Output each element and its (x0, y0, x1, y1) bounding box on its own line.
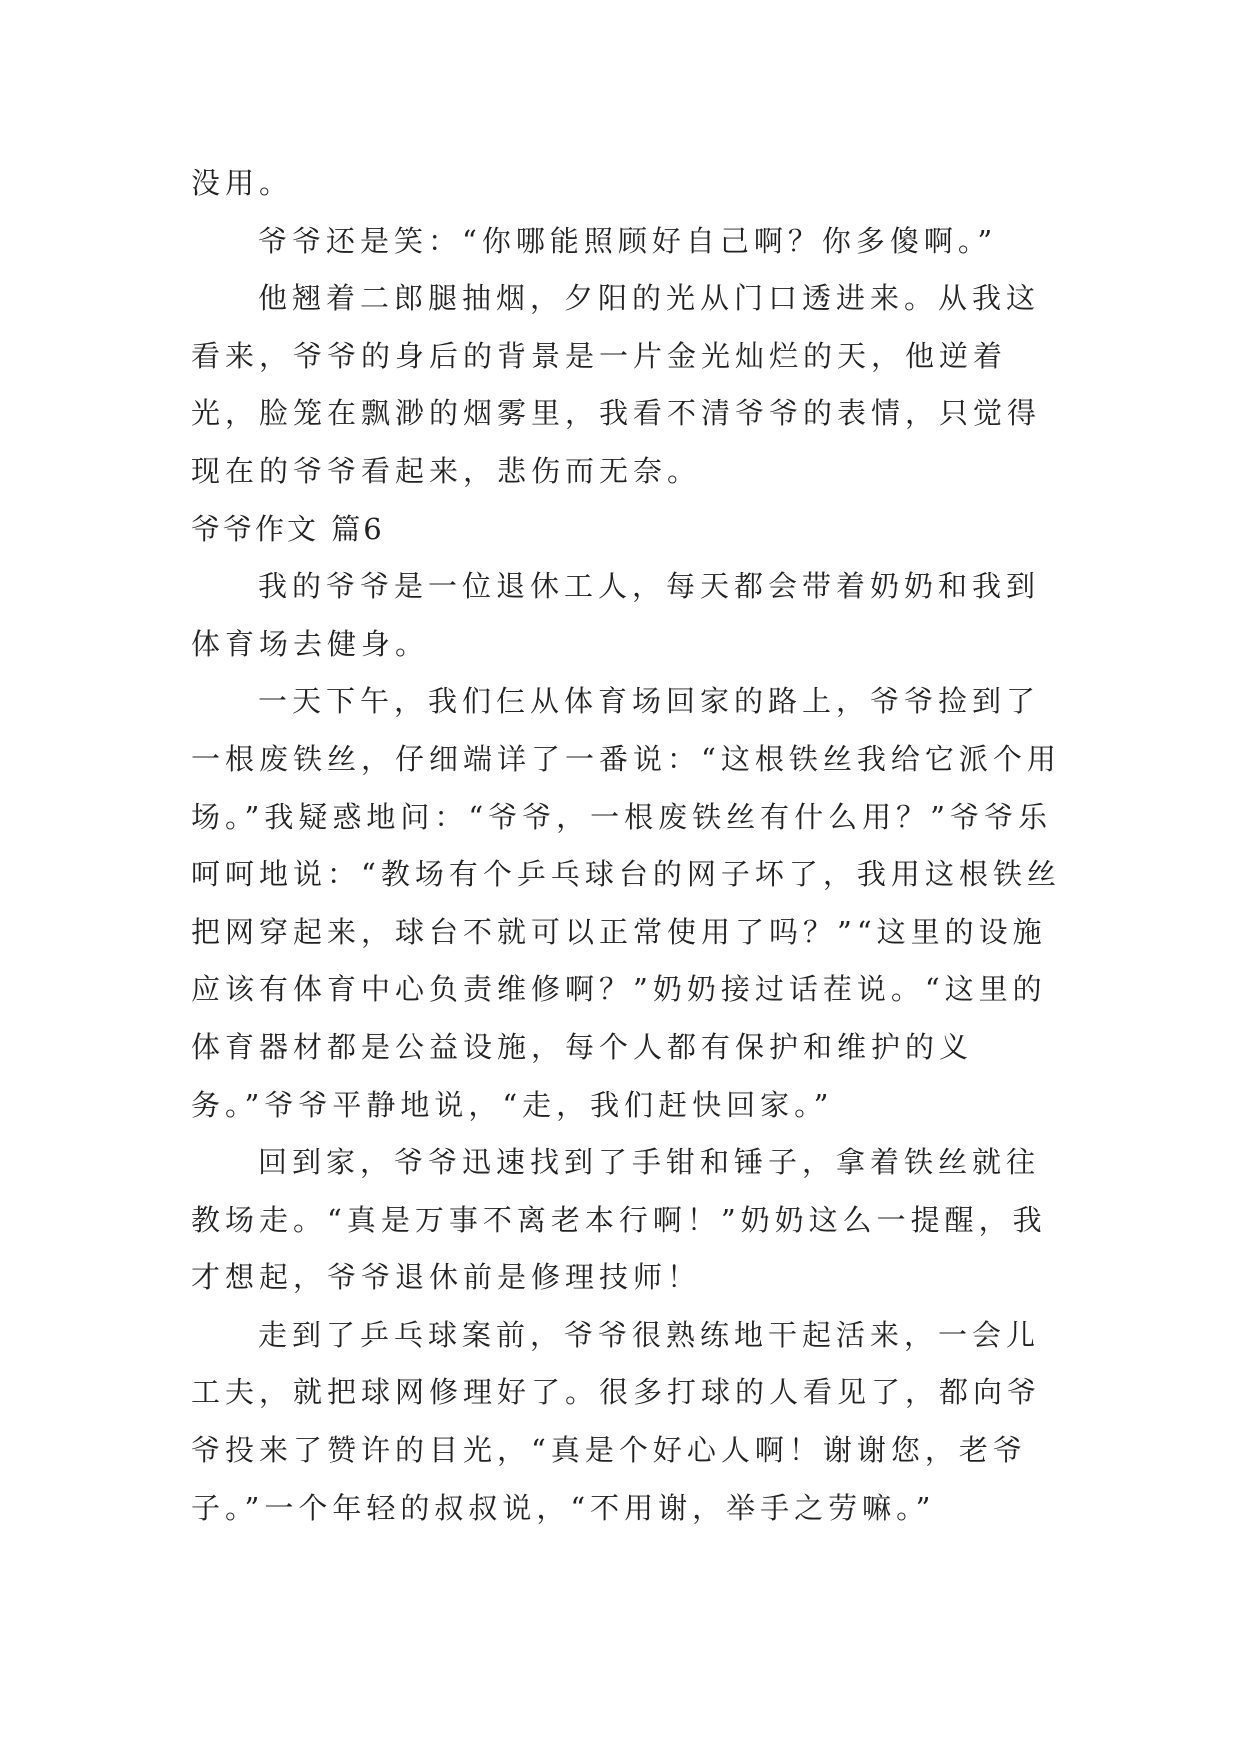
paragraph-6: 回到家，爷爷迅速找到了手钳和锤子，拿着铁丝就往教场走。“真是万事不离老本行啊！”奶奶这么一提醒，我才想起，爷爷退休前是修理技师！ (191, 1145, 1047, 1295)
paragraph-5: 一天下午，我们仨从体育场回家的路上，爷爷捡到了一根废铁丝，仔细端详了一番说：“这根铁丝我给它派个用场。”我疑惑地问：“爷爷，一根废铁丝有什么用？”爷爷乐呵呵地说：“教场有个乒乓球台的网子坏了，我用这根铁丝把网穿起来，球台不就可以正常使用了吗？”“这里的设施应该有体育中心负责维修啊？”奶奶接过话茬说。“这里的体育器材都是公益设施，每个人都有保护和维护的义务。”爷爷平静地说，“走，我们赶快回家。” (191, 684, 1061, 1122)
paragraph-4: 我的爷爷是一位退休工人，每天都会带着奶奶和我到体育场去健身。 (191, 569, 1041, 661)
paragraph-7: 走到了乒乓球案前，爷爷很熟练地干起活来，一会儿工夫，就把球网修理好了。很多打球的人看见了，都向爷爷投来了赞许的目光，“真是个好心人啊！谢谢您，老爷子。”一个年轻的叔叔说，“不用谢，举手之劳嘛。” (191, 1317, 1042, 1525)
paragraph-3: 他翘着二郎腿抽烟，夕阳的光从门口透进来。从我这看来，爷爷的身后的背景是一片金光灿烂的天，他逆着光，脸笼在飘渺的烟雾里，我看不清爷爷的表情，只觉得现在的爷爷看起来，悲伤而无奈。 (191, 281, 1042, 488)
section-heading: 爷爷作文 篇6 (191, 511, 385, 546)
paragraph-1: 没用。 (191, 166, 294, 200)
paragraph-2: 爷爷还是笑：“你哪能照顾好自己啊？你多傻啊。” (258, 223, 998, 258)
document-page (191, 155, 1061, 1537)
